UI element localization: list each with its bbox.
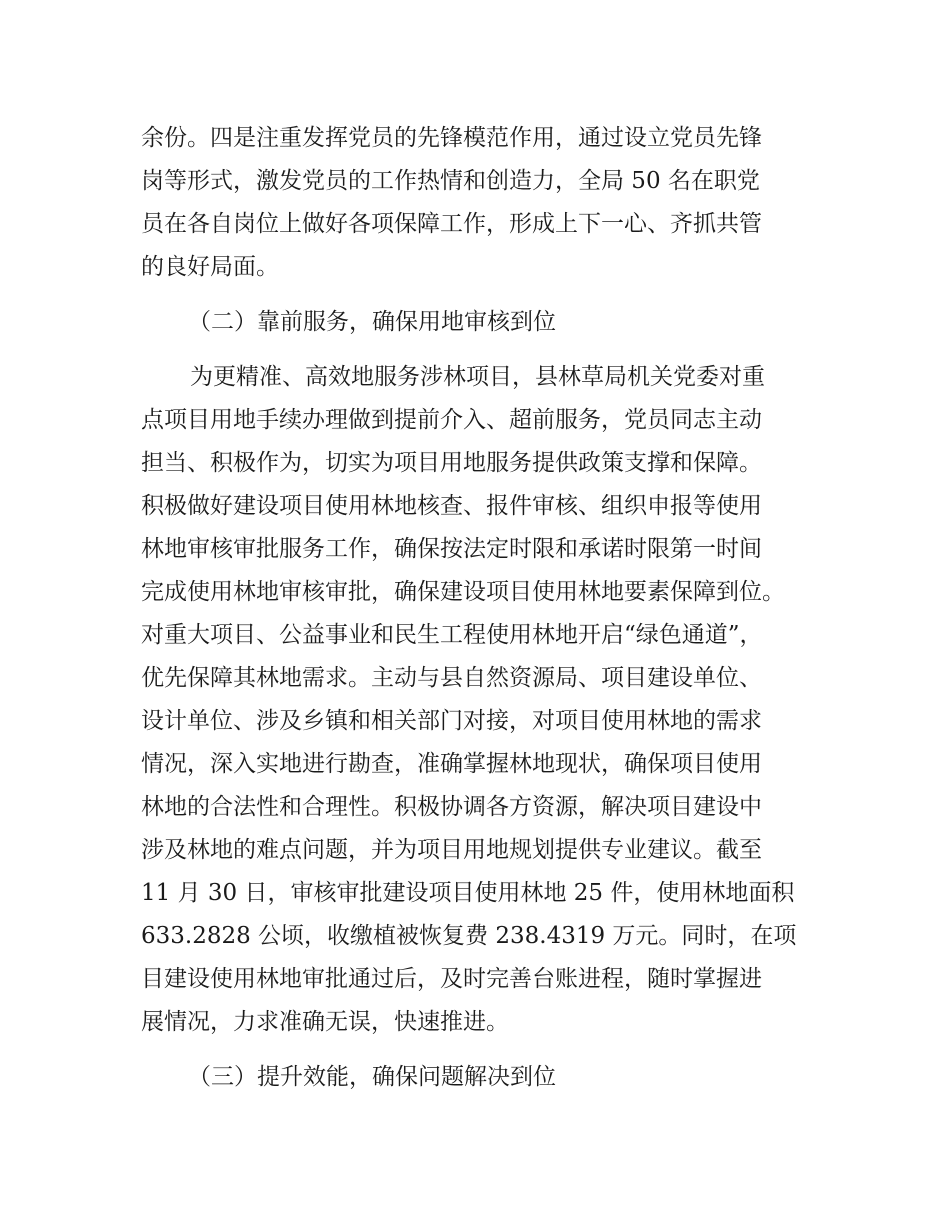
text-line: 设计单位、涉及乡镇和相关部门对接，对项目使用林地的需求 [141,708,762,734]
text-line: 完成使用林地审核审批，确保建设项目使用林地要素保障到位。 [141,579,785,605]
text-line: 林地的合法性和合理性。积极协调各方资源，解决项目建设中 [141,794,762,820]
text-line: 对重大项目、公益事业和民生工程使用林地开启“绿色通道”， [141,622,763,648]
text-line: 目建设使用林地审批通过后，及时完善台账进程，随时掌握进 [141,966,762,992]
text-line: 担当、积极作为，切实为项目用地服务提供政策支撑和保障。 [141,450,762,476]
text-line: 积极做好建设项目使用林地核查、报件审核、组织申报等使用 [141,493,762,519]
text-line: 的良好局面。 [141,254,279,280]
text-line: 情况，深入实地进行勘查，准确掌握林地现状，确保项目使用 [141,751,762,777]
section-heading-2: （二）靠前服务，确保用地审核到位 [188,309,556,335]
section-heading-3: （三）提升效能，确保问题解决到位 [188,1064,556,1090]
text-line: 633.2828 公顷，收缴植被恢复费 238.4319 万元。同时，在项 [141,923,797,949]
text-line: 点项目用地手续办理做到提前介入、超前服务，党员同志主动 [141,407,762,433]
text-line: 优先保障其林地需求。主动与县自然资源局、项目建设单位、 [141,665,762,691]
text-line: 岗等形式，激发党员的工作热情和创造力，全局 50 名在职党 [141,168,760,194]
text-line: 展情况，力求准确无误，快速推进。 [141,1009,509,1035]
text-line: 余份。四是注重发挥党员的先锋模范作用，通过设立党员先锋 [141,125,762,151]
text-line: 涉及林地的难点问题，并为项目用地规划提供专业建议。截至 [141,837,762,863]
paragraph-first-line: 为更精准、高效地服务涉林项目，县林草局机关党委对重 [190,364,765,390]
text-line: 林地审核审批服务工作，确保按法定时限和承诺时限第一时间 [141,536,762,562]
text-line: 员在各自岗位上做好各项保障工作，形成上下一心、齐抓共管 [141,211,762,237]
text-line: 11 月 30 日，审核审批建设项目使用林地 25 件，使用林地面积 [141,880,795,906]
